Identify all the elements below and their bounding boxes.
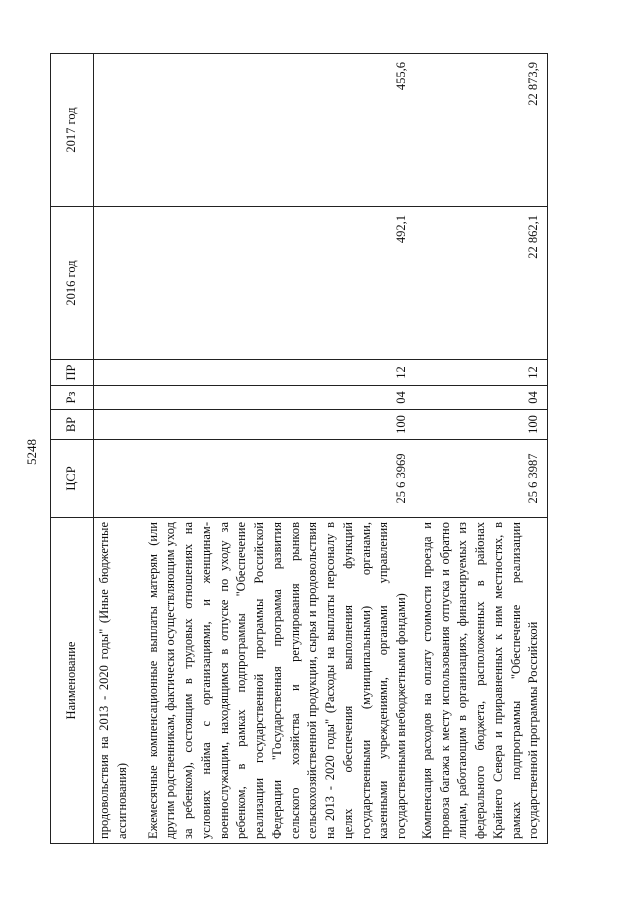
budget-table — [50, 53, 548, 844]
header-2017: 2017 год — [51, 54, 94, 207]
table-body — [94, 54, 548, 844]
table-row — [94, 54, 141, 844]
row-2016: 22 862,1 — [415, 207, 548, 360]
row-2017: 22 873,9 — [415, 54, 548, 207]
row-vr — [94, 410, 141, 440]
row-pr — [94, 360, 141, 386]
page-number: 5248 — [24, 439, 39, 465]
header-row — [51, 54, 94, 844]
row-pr: 12 — [141, 360, 415, 386]
row-name: Ежемесячные компенсационные выплаты матерям (или другим родственникам, фактически осуществляющим уход за ребенком), состоящим в трудовых отношениях на условиях найма с организациями, и женщинам-военнослужащим, находящимся в отпуске по уходу за ребенком, в рамках подпрограммы "Обеспечение реализации государственной программы Российской Федерации "Государственная программа развития сельского хозяйства и регулирования рынков сельскохозяйственной продукции, сырья и продовольствия на 2013 - 2020 годы" (Расходы на выплаты персоналу в целях обеспечения выполнения функций государственными (муниципальными) органами, казенными учреждениями, органами управления государственными внебюджетными фондами) — [141, 518, 415, 844]
header-vr: ВР — [51, 410, 94, 440]
row-2016 — [94, 207, 141, 360]
table-header — [51, 54, 94, 844]
row-csr: 25 6 3987 — [415, 440, 548, 518]
row-vr: 100 — [141, 410, 415, 440]
row-csr — [94, 440, 141, 518]
row-rz: 04 — [415, 386, 548, 410]
budget-table-sheet — [50, 54, 590, 844]
row-rz — [94, 386, 141, 410]
row-csr: 25 6 3969 — [141, 440, 415, 518]
header-csr: ЦСР — [51, 440, 94, 518]
row-name: продовольствия на 2013 - 2020 годы" (Иные бюджетные ассигнования) — [94, 518, 141, 844]
header-name: Наименование — [51, 518, 94, 844]
header-rz: Рз — [51, 386, 94, 410]
header-2016: 2016 год — [51, 207, 94, 360]
row-name: Компенсация расходов на оплату стоимости проезда и провоза багажа к месту использования отпуска и обратно лицам, работающим в организациях, финансируемых из федерального бюджета, расположенных в районах Крайнего Севера и приравненных к ним местностях, в рамках подпрограммы "Обеспечение реализации государственной программы Российской — [415, 518, 548, 844]
row-2016: 492,1 — [141, 207, 415, 360]
row-pr: 12 — [415, 360, 548, 386]
header-pr: ПР — [51, 360, 94, 386]
row-rz: 04 — [141, 386, 415, 410]
row-2017 — [94, 54, 141, 207]
row-vr: 100 — [415, 410, 548, 440]
row-2017: 455,6 — [141, 54, 415, 207]
table-row — [415, 54, 548, 844]
table-row — [141, 54, 415, 844]
